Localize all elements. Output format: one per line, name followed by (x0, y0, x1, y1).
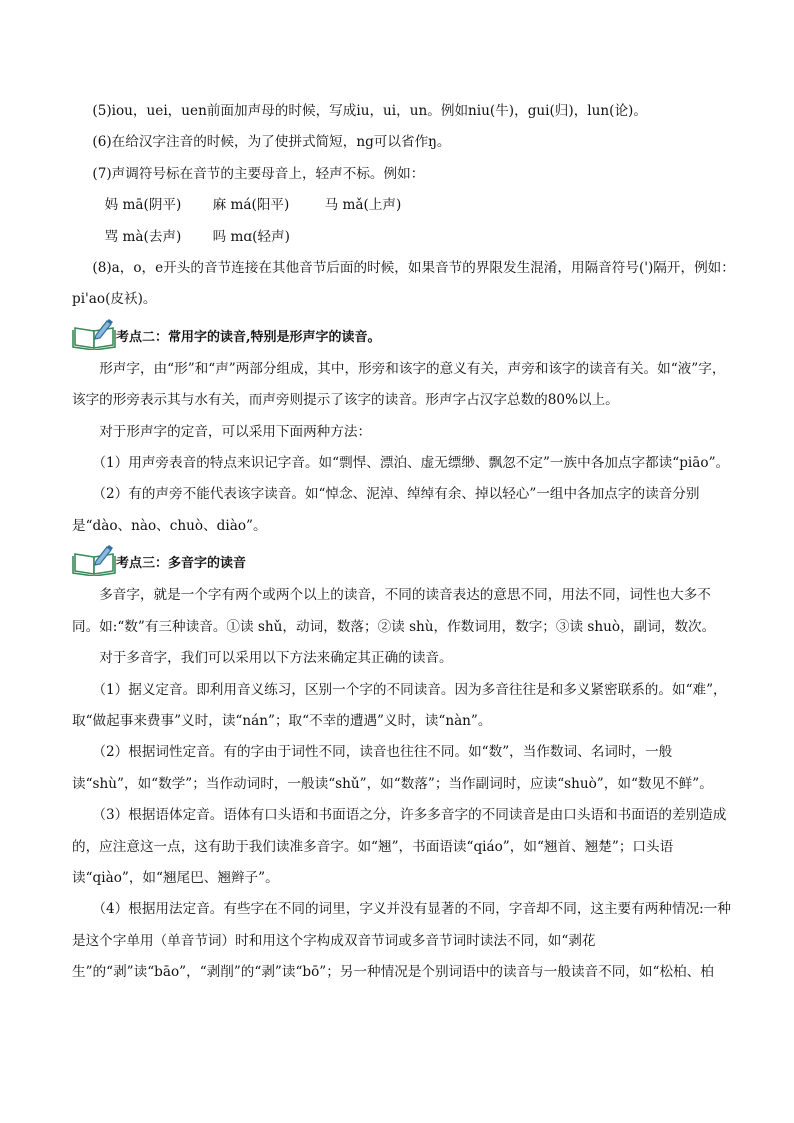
book-pencil-icon (72, 318, 118, 350)
section-title: 考点三：多音字的读音 (116, 556, 247, 572)
document-body (72, 96, 737, 989)
section-heading-2 (72, 318, 737, 352)
rule-8: (8)a，o，e开头的音节连接在其他音节后面的时候，如果音节的界限发生混淆，用隔音符号(')隔开，例如：pi'ao(皮袄)。 (72, 260, 735, 308)
paragraph: （2）根据词性定音。有的字由于词性不同，读音也往往不同。如“数”，当作数词、名词时，一般读“shù”，如“数学”；当作动词时，一般读“shǔ”，如“数落”；当作副词时，应读“shuò”，如“数见不鲜”。 (72, 744, 713, 792)
paragraph: 对于形声字的定音，可以采用下面两种方法： (99, 423, 372, 440)
rule-5: (5)iou，uei，uen前面加声母的时候，写成iu，ui，un。例如niu(牛)，gui(归)，lun(论)。 (92, 103, 647, 119)
rule-6: (6)在给汉字注音的时候，为了使拼式简短，ng可以省作ŋ。 (92, 134, 451, 151)
tone-examples-row-1 (72, 190, 737, 221)
paragraph: （1）据义定音。即利用音义练习，区别一个字的不同读音。因为多音往往是和多义紧密联系的。如“难”，取“做起事来费事”义时，读“nán”；取“不幸的遭遇”义时，读“nàn”。 (72, 681, 727, 729)
paragraph: （1）用声旁表音的特点来识记字音。如“剽悍、漂泊、虚无缥缈、飘忽不定”一族中各加点字都读“piāo”。 (92, 455, 730, 472)
tone-example: 马 mǎ(上声) (324, 197, 402, 214)
tone-example: 妈 mā(阴平) (104, 197, 182, 214)
tone-example: 麻 má(阳平) (212, 197, 290, 214)
paragraph: （4）根据用法定音。有些字在不同的词里，字义并没有显著的不同，字音却不同，这主要有两种情况:一种是这个字单用（单音节词）时和用这个字构成双音节词或多音节词时读法不同，如“剥花生”的“剥”读“bāo”，“剥削”的“剥”读“bō”；另一种情况是个别词语中的读音与一般读音不同，如“松柏、柏 (72, 901, 731, 981)
rule-7: (7)声调符号标在音节的主要母音上，轻声不标。例如： (92, 165, 425, 182)
tone-example: 吗 mɑ(轻声) (212, 228, 290, 245)
paragraph: （2）有的声旁不能代表该字读音。如“悼念、泥淖、绰绰有余、掉以轻心”一组中各加点字的读音分别是“dào、nào、chuò、diào”。 (72, 486, 700, 534)
tone-examples-row-2 (72, 222, 737, 253)
section-title: 考点二：常用字的读音,特别是形声字的读音。 (116, 329, 381, 345)
paragraph: 形声字，由“形”和“声”两部分组成，其中，形旁和该字的意义有关，声旁和该字的读音有关。如“液”字，该字的形旁表示其与水有关，而声旁则提示了该字的读音。形声字占汉字总数的80%以上。 (72, 360, 726, 409)
paragraph: （3）根据语体定音。语体有口头语和书面语之分，许多多音字的不同读音是由口头语和书面语的差别造成的，应注意这一点，这有助于我们读准多音字。如“翘”，书面语读“qiáo”，如“翘首、翘楚”；口头语读“qiào”，如“翘尾巴、翘辫子”。 (72, 807, 727, 886)
paragraph: 多音字，就是一个字有两个或两个以上的读音，不同的读音表达的意思不同，用法不同，词性也大多不同。如:“数”有三种读音。①读 shǔ，动词，数落；②读 shù，作数词用，数字；③读 shuò，副词，数次。 (72, 587, 716, 635)
tone-example: 骂 mà(去声) (104, 228, 182, 245)
paragraph: 对于多音字，我们可以采用以下方法来确定其正确的读音。 (99, 650, 453, 667)
section-heading-3 (72, 544, 737, 578)
book-pencil-icon (72, 544, 118, 576)
